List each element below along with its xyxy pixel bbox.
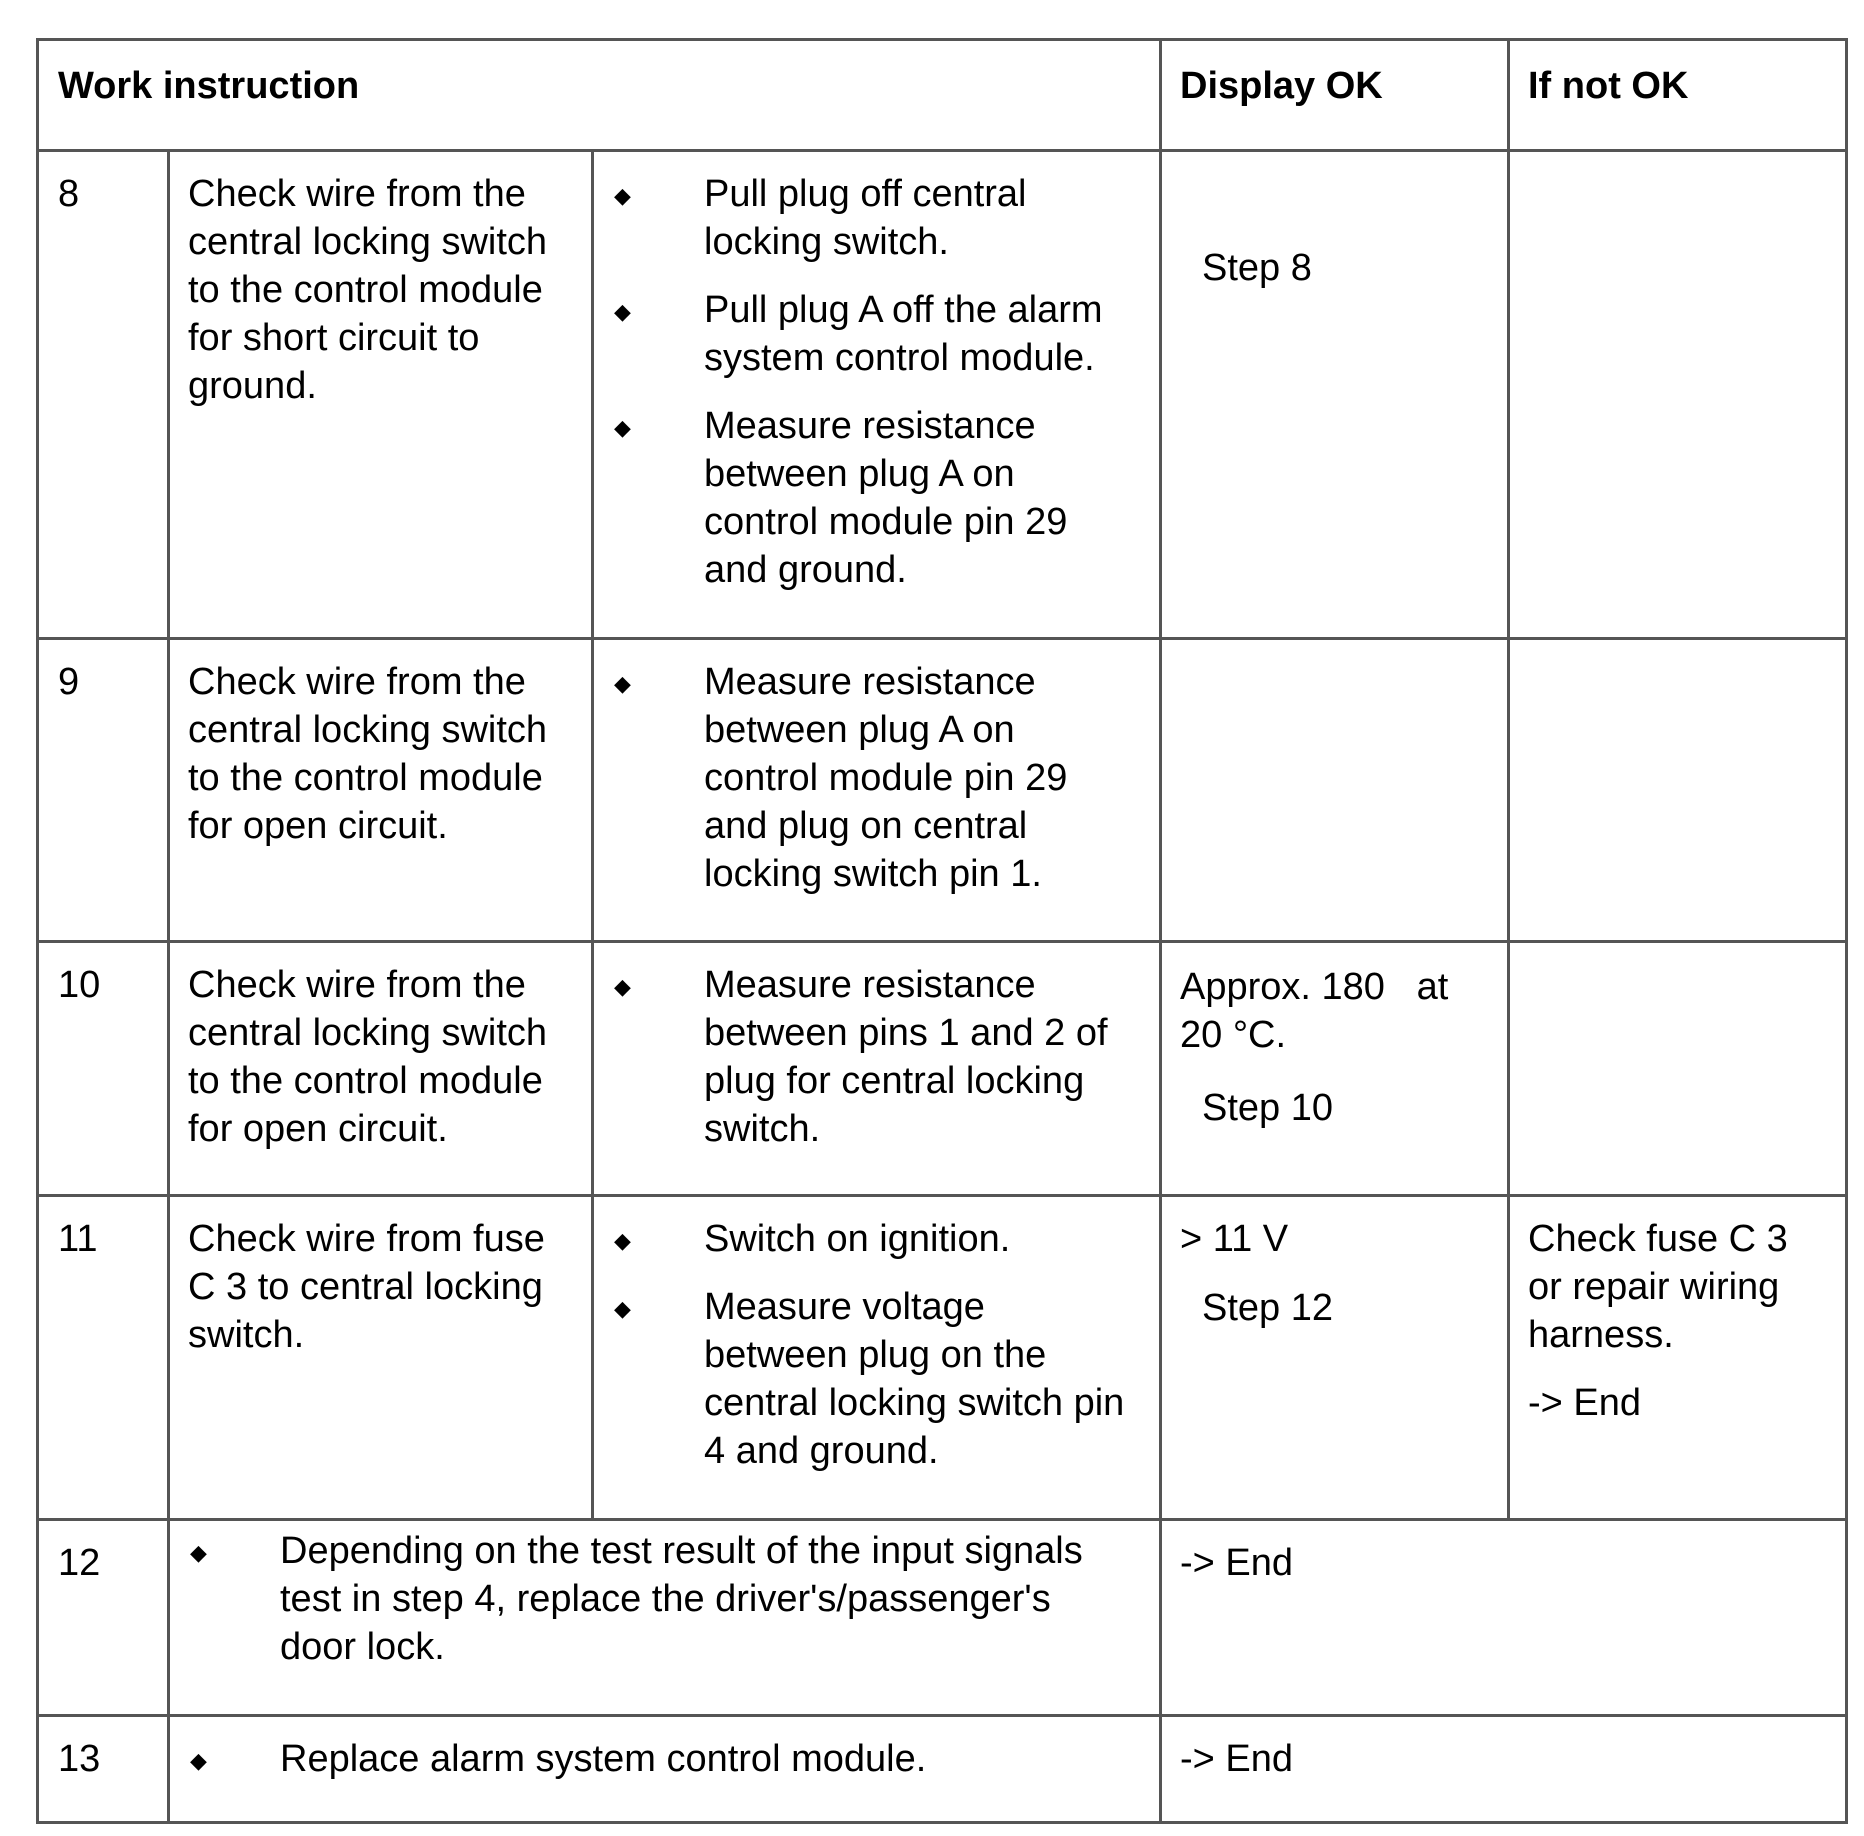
bullet-icon: ◆ bbox=[614, 671, 631, 696]
action-item: Measure resistance between plug A on control module pin 29 and plug on central locking switch pin 1. bbox=[704, 661, 1068, 895]
bullet-icon: ◆ bbox=[614, 183, 631, 208]
action-item: Pull plug A off the alarm system control module. bbox=[704, 289, 1103, 379]
row-divider bbox=[39, 1518, 1845, 1521]
display-ok-value: 20 °C. bbox=[1180, 1014, 1287, 1056]
bullet-icon: ◆ bbox=[614, 974, 631, 999]
display-ok-value: > 11 V bbox=[1180, 1218, 1289, 1260]
action-item: Pull plug off central locking switch. bbox=[704, 173, 1027, 263]
display-ok-value: Step 8 bbox=[1202, 247, 1312, 289]
row-divider bbox=[39, 149, 1845, 152]
check-description: Check wire from the central locking switch to the control module for open circuit. bbox=[188, 661, 548, 847]
bullet-icon: ◆ bbox=[614, 299, 631, 324]
display-ok-value: -> End bbox=[1180, 1542, 1294, 1584]
check-description: Check wire from the central locking switch to the control module for short circuit to ground. bbox=[188, 173, 548, 407]
bullet-icon: ◆ bbox=[190, 1748, 207, 1773]
action-item: Depending on the test result of the input signals test in step 4, replace the driver's/passenger's door lock. bbox=[280, 1530, 1083, 1668]
action-item: Measure resistance between pins 1 and 2 of plug for central locking switch. bbox=[704, 964, 1108, 1150]
display-ok-step: Step 10 bbox=[1202, 1087, 1333, 1129]
header-if-not-ok: If not OK bbox=[1528, 65, 1689, 107]
if-not-ok-value: Check fuse C 3 or repair wiring harness. bbox=[1528, 1218, 1788, 1356]
action-item: Switch on ignition. bbox=[704, 1218, 1011, 1260]
step-number: 9 bbox=[58, 661, 80, 703]
display-ok-value: Approx. 180 at bbox=[1180, 966, 1449, 1008]
if-not-ok-end: -> End bbox=[1528, 1382, 1642, 1424]
column-divider bbox=[1507, 41, 1510, 1521]
check-description: Check wire from the central locking switch to the control module for open circuit. bbox=[188, 964, 548, 1150]
row-divider bbox=[39, 940, 1845, 943]
column-divider bbox=[1159, 41, 1162, 1824]
bullet-icon: ◆ bbox=[614, 1296, 631, 1321]
header-display-ok: Display OK bbox=[1180, 65, 1383, 107]
action-item: Measure resistance between plug A on control module pin 29 and ground. bbox=[704, 405, 1068, 591]
row-divider bbox=[39, 637, 1845, 640]
column-divider bbox=[591, 149, 594, 1521]
step-number: 10 bbox=[58, 964, 101, 1006]
display-ok-step: Step 12 bbox=[1202, 1287, 1333, 1329]
header-work-instruction: Work instruction bbox=[58, 65, 360, 107]
check-description: Check wire from fuse C 3 to central locking switch. bbox=[188, 1218, 545, 1356]
action-item: Measure voltage between plug on the central locking switch pin 4 and ground. bbox=[704, 1286, 1125, 1472]
row-divider bbox=[39, 1714, 1845, 1717]
action-item: Replace alarm system control module. bbox=[280, 1738, 927, 1780]
step-number: 13 bbox=[58, 1738, 101, 1780]
bullet-icon: ◆ bbox=[614, 415, 631, 440]
bullet-icon: ◆ bbox=[614, 1228, 631, 1253]
step-number: 8 bbox=[58, 173, 80, 215]
display-ok-value: -> End bbox=[1180, 1738, 1294, 1780]
bullet-icon: ◆ bbox=[190, 1540, 207, 1565]
row-divider bbox=[39, 1194, 1845, 1197]
step-number: 12 bbox=[58, 1542, 101, 1584]
step-number: 11 bbox=[58, 1218, 98, 1260]
column-divider bbox=[167, 149, 170, 1824]
